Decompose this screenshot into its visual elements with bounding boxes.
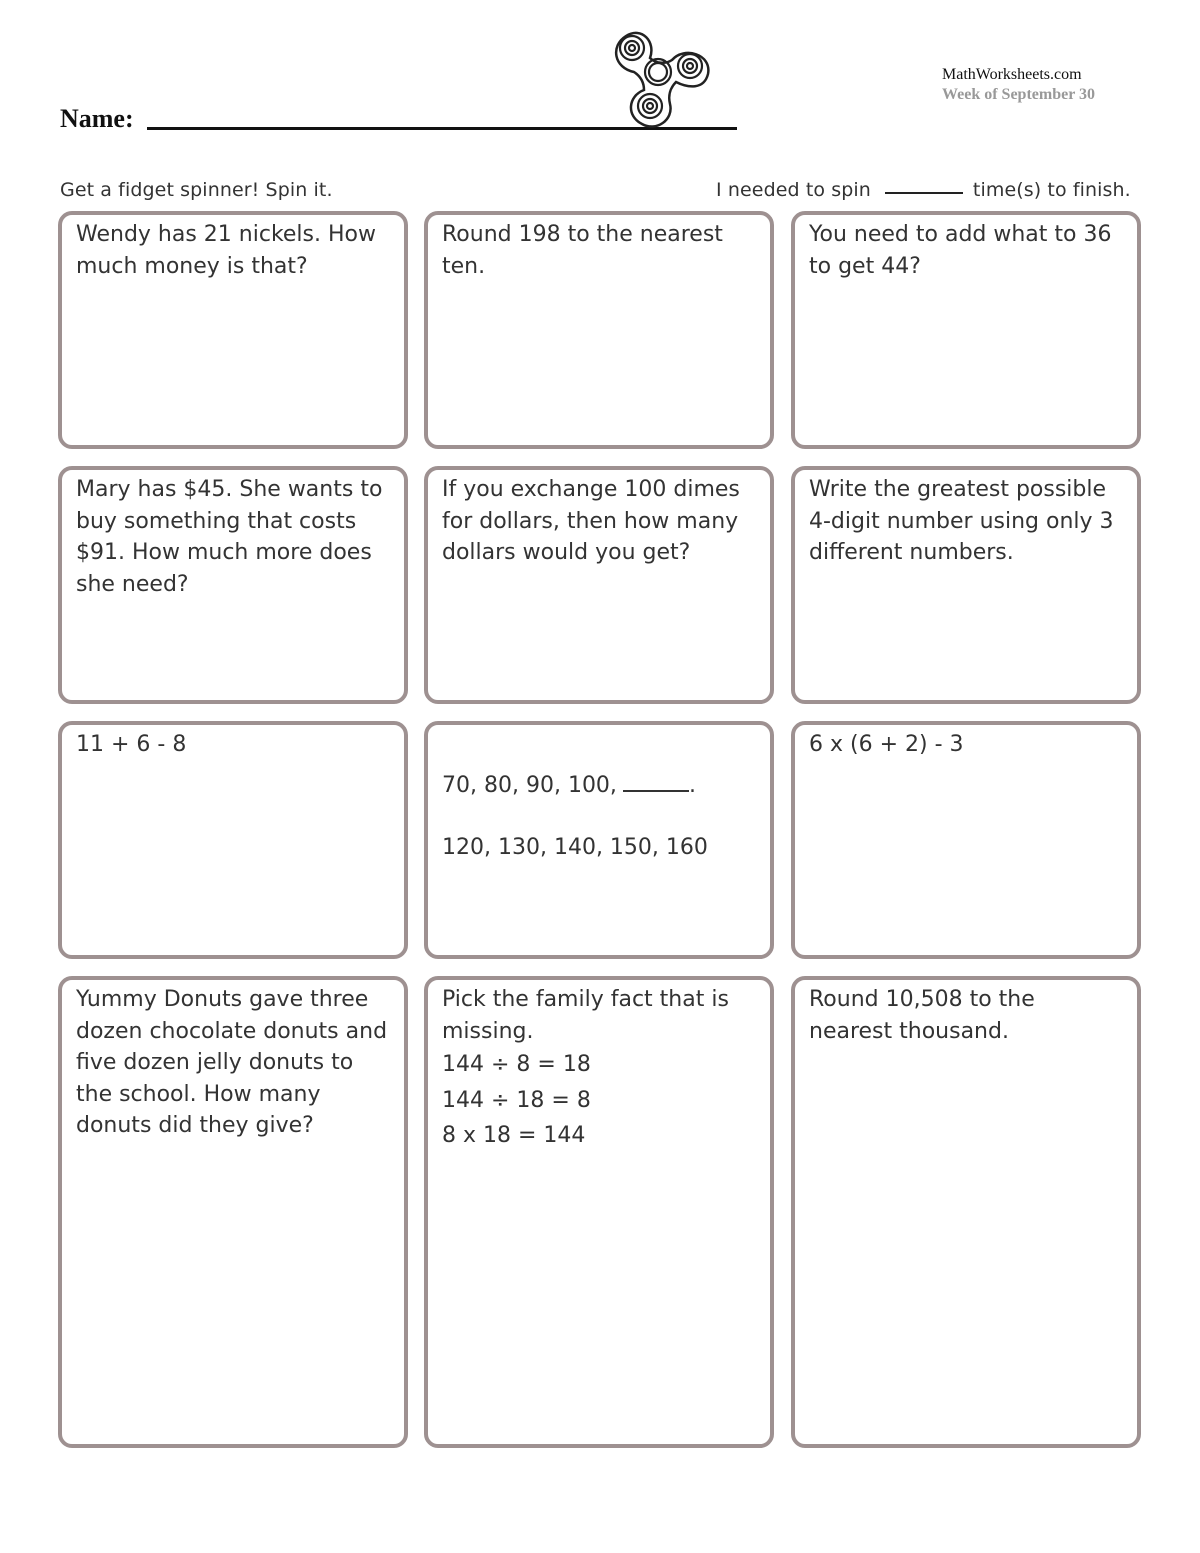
- problem-text: Mary has $45. She wants to buy something that costs $91. How much more does she need?: [76, 477, 383, 597]
- problem-text: Write the greatest possible 4-digit number using only 3 different numbers.: [809, 477, 1114, 565]
- sequence-blank[interactable]: [623, 772, 689, 792]
- spin-count-blank[interactable]: [885, 192, 963, 194]
- sequence-text: 70, 80, 90, 100,: [442, 773, 617, 798]
- family-fact: 144 ÷ 8 = 18: [442, 1052, 591, 1077]
- problem-box: 70, 80, 90, 100, . 120, 130, 140, 150, 160: [424, 721, 774, 959]
- instruction-finish-text: time(s) to finish.: [972, 179, 1131, 201]
- week-label: Week of September 30: [942, 86, 1096, 103]
- family-fact: 144 ÷ 18 = 8: [442, 1087, 591, 1113]
- problem-text: Wendy has 21 nickels. How much money is that?: [76, 222, 376, 279]
- fidget-spinner-icon: [604, 28, 716, 128]
- problem-text: Round 198 to the nearest ten.: [442, 222, 723, 279]
- brand-name: MathWorksheets.com: [942, 66, 1082, 83]
- problem-box: [791, 721, 1141, 959]
- problem-box: [58, 721, 408, 959]
- problem-box: [58, 976, 408, 1448]
- problem-text: 11 + 6 - 8: [76, 732, 187, 757]
- problem-box: [424, 466, 774, 704]
- family-fact: 8 x 18 = 144: [442, 1123, 586, 1148]
- problem-box: [791, 976, 1141, 1448]
- problem-text: Round 10,508 to the nearest thousand.: [809, 987, 1035, 1044]
- problem-text: 6 x (6 + 2) - 3: [809, 732, 964, 757]
- problem-text: You need to add what to 36 to get 44?: [809, 222, 1112, 279]
- instruction-left: Get a fidget spinner! Spin it.: [60, 179, 333, 201]
- problem-box: [58, 211, 408, 449]
- problem-text: Pick the family fact that is missing.: [442, 987, 729, 1044]
- name-label: Name:: [60, 104, 134, 133]
- problem-box: [791, 466, 1141, 704]
- problem-box: [424, 211, 774, 449]
- problem-box: [58, 466, 408, 704]
- instruction-spin-text: I needed to spin: [716, 179, 871, 201]
- problem-box: [424, 976, 774, 1448]
- problem-text: If you exchange 100 dimes for dollars, then how many dollars would you get?: [442, 477, 740, 565]
- problem-text: Yummy Donuts gave three dozen chocolate donuts and five dozen jelly donuts to the school. How many donuts did they give?: [76, 987, 388, 1138]
- problem-box: [791, 211, 1141, 449]
- instruction-right: [716, 179, 1131, 201]
- sequence-choices: 120, 130, 140, 150, 160: [442, 835, 708, 860]
